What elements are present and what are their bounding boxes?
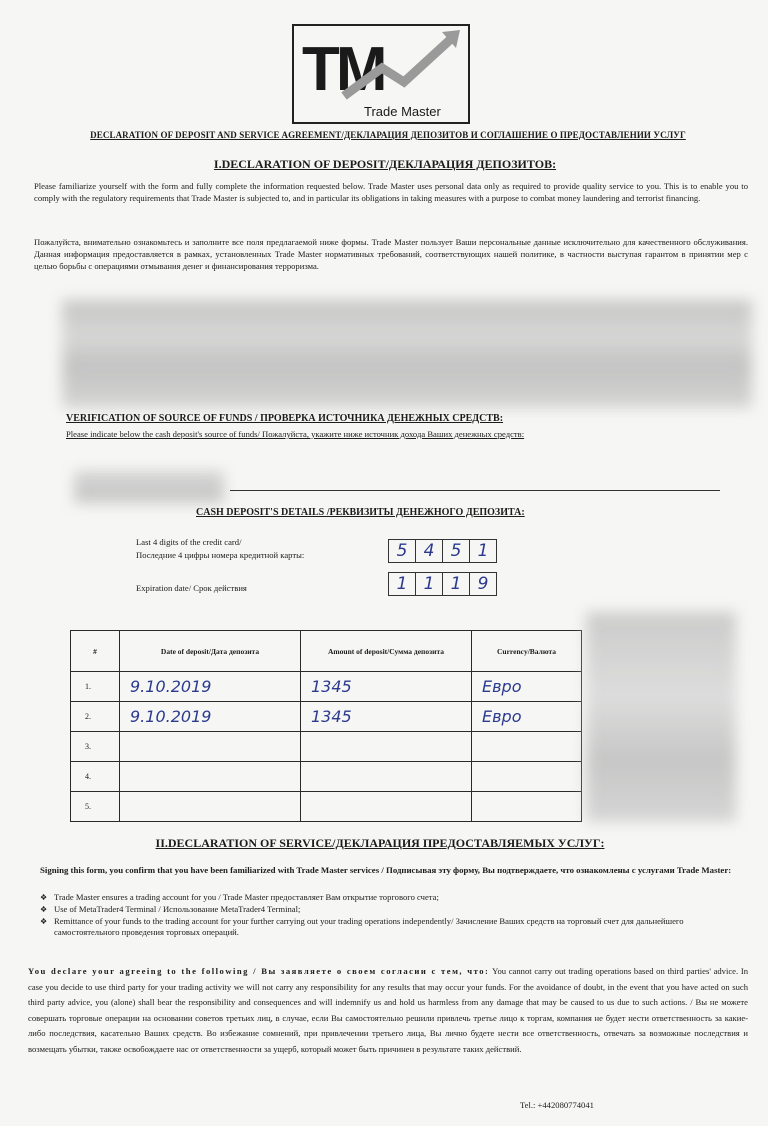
agreement-paragraph [28,964,748,1057]
card-digit[interactable]: 1 [469,539,497,563]
deposit-date[interactable] [120,762,301,792]
cash-deposit-title: CASH DEPOSIT'S DETAILS /РЕКВИЗИТЫ ДЕНЕЖНОГО ДЕПОЗИТА: [196,507,525,518]
logo-initials: TM [302,35,384,104]
col-header-currency: Currency/Валюта [472,631,582,672]
list-item: ❖ Use of MetaTrader4 Terminal / Использование MetaTrader4 Terminal; [40,904,740,915]
table-row [71,792,582,822]
list-item: ❖ Trade Master ensures a trading account for you / Trade Master предоставляет Вам открытие торгового счета; [40,892,740,903]
section1-paragraph-ru: Пожалуйста, внимательно ознакомьтесь и заполните все поля предлагаемой ниже формы. Trade Master пользует Ваши персональные данные исключительно для качественного обслуживания. Данная информация предоставляется в рамках, установленных Trade Master нормативных требований, соответствующих нашей политике, в частности выступая гарантом в принятии мер с целью борьбы с операциями отмывания денег и финансирования терроризма. [34,237,748,271]
table-row [71,702,582,732]
row-number: 3. [71,732,120,762]
card-digit[interactable]: 5 [388,539,416,563]
row-number: 5. [71,792,120,822]
col-header-amount: Amount of deposit/Сумма депозита [301,631,472,672]
expiry-label: Expiration date/ Срок действия [136,583,247,593]
list-item: ❖ Remittance of your funds to the trading account for your further carrying out your trading operations independently/ Зачисление Ваших средств на торговый счет для дальнейшего самостоятельного проведения торговых операций. [40,916,740,938]
deposit-amount[interactable]: 1345 [301,672,472,702]
verification-title: VERIFICATION OF SOURCE OF FUNDS / ПРОВЕРКА ИСТОЧНИКА ДЕНЕЖНЫХ СРЕДСТВ: [66,413,504,424]
deposit-date[interactable] [120,732,301,762]
deposit-amount[interactable] [301,792,472,822]
redacted-signature-area [586,612,736,822]
agreement-lead: You declare your agreeing to the following / Вы заявляете о своем согласии с тем, что: [28,966,490,976]
deposit-currency[interactable] [472,732,582,762]
deposit-amount[interactable]: 1345 [301,702,472,732]
deposit-date[interactable]: 9.10.2019 [120,672,301,702]
expiry-digits [388,572,496,596]
col-header-number: # [71,631,120,672]
row-number: 2. [71,702,120,732]
agreement-text: You cannot carry out trading operations based on third parties' advice. In case you decide to use third party for your trading activity we will not carry any responsibility for any results that may occur your funds. For the avoidance of doubt, in the event that you have acted on such third party advice, you (alone) shall bear the responsibility and consequences and will indemnify us and hold us harmless from any damage that may be caused to us due to such actions. / Вы не можете совершать торговые операции на основании советов третьих лиц, в случае, если Вы самостоятельно решили привлечь третье лицо к торгам, компания не будет нести ответственность за какие-либо последствия, касательно Ваших средств. Во избежание сомнений, при привлечении третьего лица, Вы лично будете нести все ответственность, отвечать за возможные последствия и возмещать убытки, также освобождаете нас от ответственности за ущерб, который может быть причинен в результате таких действий. [28,966,748,1054]
logo-wordmark: Trade Master [364,104,441,119]
deposit-date[interactable] [120,792,301,822]
redacted-personal-data [62,300,752,408]
row-number: 4. [71,762,120,792]
section1-paragraph-en: Please familiarize yourself with the form and fully complete the information requested below. Trade Master uses personal data only as required to provide quality service to you. This is to enable you to comply with the regulatory requirements that Trade Master is subjected to, and in particular its obligations in taking measures with a purpose to combat money laundering and terrorist financing. [34,181,748,203]
card-digit[interactable]: 5 [442,539,470,563]
section1-title: I.DECLARATION OF DEPOSIT/ДЕКЛАРАЦИЯ ДЕПОЗИТОВ: [213,157,557,171]
table-row [71,732,582,762]
row-number: 1. [71,672,120,702]
card-digits [388,539,496,563]
card-label-ru: Последние 4 цифры номера кредитной карты: [136,550,305,560]
table-row [71,762,582,792]
deposit-currency[interactable] [472,762,582,792]
section2-title: II.DECLARATION OF SERVICE/ДЕКЛАРАЦИЯ ПРЕДОСТАВЛЯЕМЫХ УСЛУГ: [155,836,605,850]
table-row [71,672,582,702]
expiry-digit[interactable]: 1 [442,572,470,596]
col-header-date: Date of deposit/Дата депозита [120,631,301,672]
deposit-currency[interactable]: Евро [472,702,582,732]
trade-master-logo [292,24,470,124]
deposit-date[interactable]: 9.10.2019 [120,702,301,732]
expiry-digit[interactable]: 1 [415,572,443,596]
logo-graphic [292,24,470,124]
table-header-row [71,631,582,672]
deposit-amount[interactable] [301,762,472,792]
deposit-currency[interactable]: Евро [472,672,582,702]
expiry-digit[interactable]: 9 [469,572,497,596]
redacted-source-of-funds [74,472,224,504]
deposit-table [70,630,582,822]
footer-phone: Tel.: +442080774041 [520,1100,594,1110]
card-label-en: Last 4 digits of the credit card/ [136,537,242,547]
document-title: DECLARATION OF DEPOSIT AND SERVICE AGREEMENT/ДЕКЛАРАЦИЯ ДЕПОЗИТОВ И СОГЛАШЕНИЕ О ПРЕДОСТАВЛЕНИИ УСЛУГ [90,130,686,140]
section2-intro: Signing this form, you confirm that you have been familiarized with Trade Master services / Подписывая эту форму, Вы подтверждаете, что ознакомлены с услугами Trade Master: [40,865,732,875]
deposit-currency[interactable] [472,792,582,822]
card-digit[interactable]: 4 [415,539,443,563]
services-list [40,892,740,939]
verification-subtitle: Please indicate below the cash deposit's source of funds/ Пожалуйста, укажите ниже источник дохода Ваших денежных средств: [66,429,525,439]
source-line [230,490,720,491]
expiry-digit[interactable]: 1 [388,572,416,596]
deposit-amount[interactable] [301,732,472,762]
